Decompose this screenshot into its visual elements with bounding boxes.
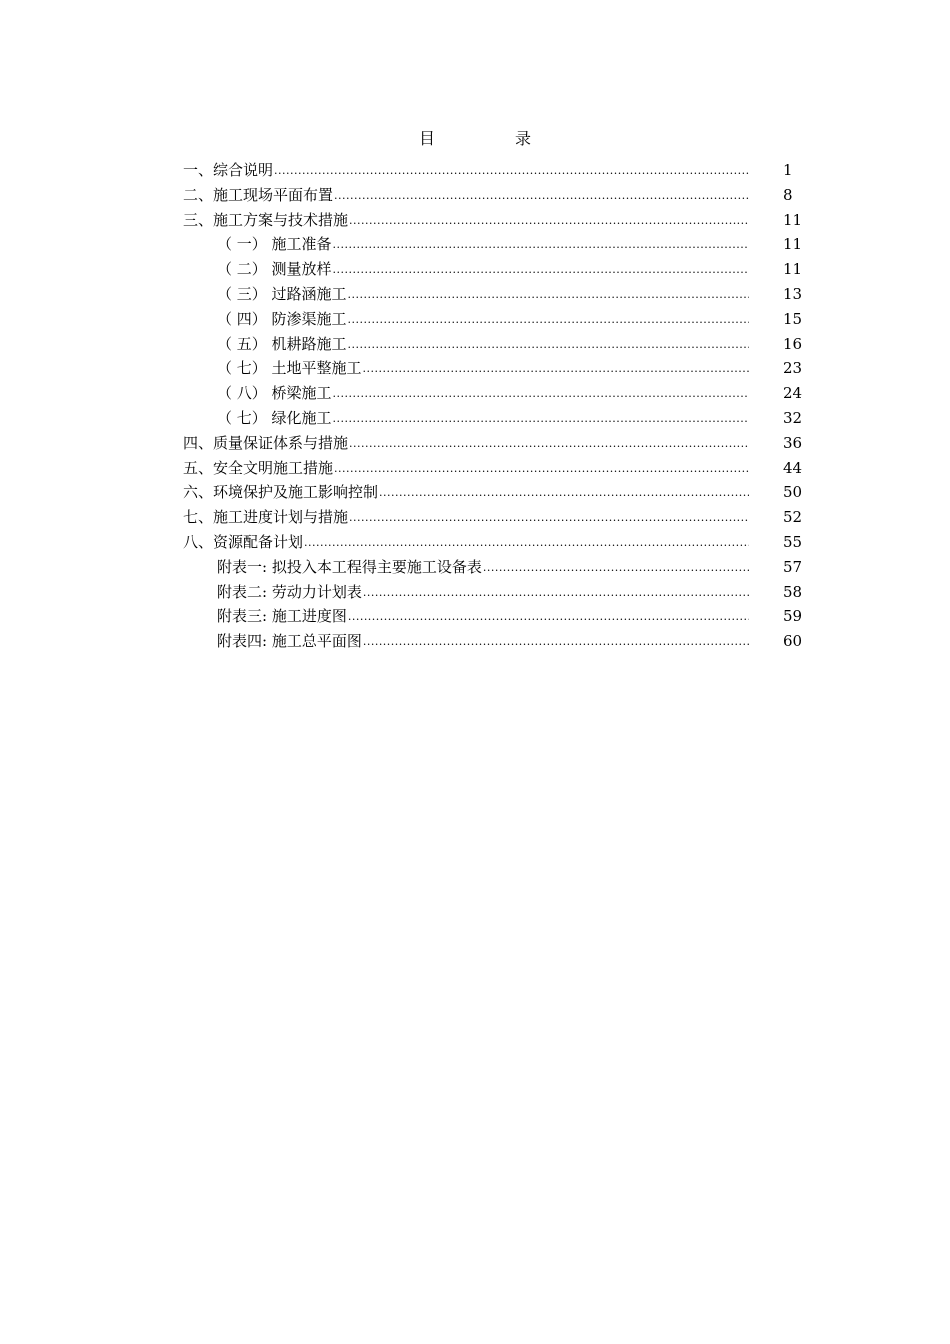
toc-entry-label: 四、质量保证体系与措施 [183, 433, 349, 452]
toc-dot-leader [363, 581, 749, 606]
toc-entry[interactable] [183, 530, 803, 555]
toc-entry-label: （ 四） 防渗渠施工 [217, 309, 347, 328]
table-of-contents [183, 158, 803, 654]
toc-dot-leader [304, 531, 749, 556]
toc-entry-label: 六、环境保护及施工影响控制 [183, 483, 379, 502]
toc-entry-label: （ 五） 机耕路施工 [217, 334, 347, 353]
toc-entry[interactable] [183, 629, 803, 654]
toc-dot-leader [333, 233, 749, 258]
toc-leader-wrap [348, 433, 783, 458]
toc-leader-wrap [362, 582, 783, 607]
toc-leader-wrap [333, 458, 783, 483]
toc-entry[interactable] [183, 307, 803, 332]
toc-entry-page: 11 [783, 235, 803, 254]
toc-dot-leader [349, 506, 749, 531]
toc-entry-page: 24 [783, 384, 803, 403]
toc-dot-leader [363, 630, 749, 655]
toc-entry-label: 一、综合说明 [183, 161, 274, 179]
toc-title-right: 录 [515, 129, 532, 148]
toc-entry-label: 二、施工现场平面布置 [183, 185, 334, 204]
toc-leader-wrap [347, 309, 783, 334]
toc-entry-label: 附表一: 拟投入本工程得主要施工设备表 [217, 557, 482, 576]
toc-entry[interactable] [183, 480, 803, 505]
toc-leader-wrap [332, 259, 783, 284]
toc-leader-wrap [303, 532, 783, 557]
toc-entry-label: （ 八） 桥梁施工 [217, 384, 332, 403]
toc-entry-page: 44 [783, 458, 803, 477]
toc-entry-label: 三、施工方案与技术措施 [183, 210, 349, 229]
toc-entry-label: （ 七） 土地平整施工 [217, 359, 362, 378]
toc-leader-wrap [347, 284, 783, 309]
toc-title [0, 126, 950, 149]
toc-leader-wrap [348, 507, 783, 532]
toc-dot-leader [363, 357, 749, 382]
toc-entry-page: 11 [783, 210, 803, 229]
toc-entry-page: 58 [783, 582, 803, 601]
toc-leader-wrap [273, 160, 783, 185]
toc-entry-label: （ 一） 施工准备 [217, 235, 332, 254]
toc-dot-leader [348, 333, 749, 358]
toc-dot-leader [274, 159, 749, 184]
toc-entry[interactable] [183, 158, 803, 183]
toc-entry-label: （ 三） 过路涵施工 [217, 284, 347, 303]
toc-dot-leader [348, 605, 749, 630]
toc-entry-label: 五、安全文明施工措施 [183, 458, 334, 477]
toc-dot-leader [333, 382, 749, 407]
toc-entry-label: 附表四: 施工总平面图 [217, 632, 362, 651]
toc-leader-wrap [347, 606, 783, 631]
toc-dot-leader [379, 481, 749, 506]
toc-leader-wrap [378, 482, 783, 507]
toc-entry[interactable] [183, 604, 803, 629]
toc-entry[interactable] [183, 282, 803, 307]
toc-entry-page: 60 [783, 632, 803, 651]
toc-leader-wrap [362, 631, 783, 656]
toc-entry[interactable] [183, 356, 803, 381]
toc-leader-wrap [347, 334, 783, 359]
toc-entry-page: 8 [783, 185, 793, 204]
toc-entry-page: 13 [783, 284, 803, 303]
toc-dot-leader [333, 407, 749, 432]
toc-entry[interactable] [183, 555, 803, 580]
toc-entry-page: 1 [783, 161, 793, 179]
toc-entry-page: 32 [783, 408, 803, 427]
toc-entry-label: 七、施工进度计划与措施 [183, 508, 349, 527]
toc-entry-label: 八、资源配备计划 [183, 532, 304, 551]
toc-entry-page: 59 [783, 607, 803, 626]
toc-dot-leader [349, 432, 749, 457]
toc-dot-leader [348, 308, 749, 333]
toc-leader-wrap [332, 234, 783, 259]
toc-entry[interactable] [183, 257, 803, 282]
toc-entry-label: 附表三: 施工进度图 [217, 607, 347, 626]
toc-entry-page: 11 [783, 260, 803, 279]
toc-leader-wrap [332, 408, 783, 433]
toc-entry-page: 23 [783, 359, 803, 378]
toc-dot-leader [483, 556, 749, 581]
toc-entry-label: （ 二） 测量放样 [217, 260, 332, 279]
toc-entry[interactable] [183, 580, 803, 605]
toc-entry[interactable] [183, 456, 803, 481]
toc-leader-wrap [362, 358, 783, 383]
toc-entry-label: 附表二: 劳动力计划表 [217, 582, 362, 601]
toc-leader-wrap [348, 210, 783, 235]
toc-dot-leader [349, 209, 749, 234]
toc-entry-page: 57 [783, 557, 803, 576]
toc-title-left: 目 [418, 129, 435, 148]
toc-entry[interactable] [183, 183, 803, 208]
toc-entry-page: 16 [783, 334, 803, 353]
toc-entry[interactable] [183, 381, 803, 406]
toc-dot-leader [348, 283, 749, 308]
toc-entry[interactable] [183, 431, 803, 456]
toc-entry[interactable] [183, 406, 803, 431]
toc-entry-page: 50 [783, 483, 803, 502]
toc-entry[interactable] [183, 232, 803, 257]
toc-entry-page: 55 [783, 532, 803, 551]
toc-entry[interactable] [183, 332, 803, 357]
toc-entry-page: 15 [783, 309, 803, 328]
toc-leader-wrap [332, 383, 783, 408]
toc-dot-leader [333, 258, 749, 283]
toc-entry-label: （ 七） 绿化施工 [217, 408, 332, 427]
toc-entry-page: 52 [783, 508, 803, 527]
toc-dot-leader [334, 184, 749, 209]
toc-dot-leader [334, 457, 749, 482]
toc-leader-wrap [482, 557, 783, 582]
toc-entry-page: 36 [783, 433, 803, 452]
toc-entry[interactable] [183, 505, 803, 530]
toc-leader-wrap [333, 185, 783, 210]
toc-entry[interactable] [183, 208, 803, 233]
